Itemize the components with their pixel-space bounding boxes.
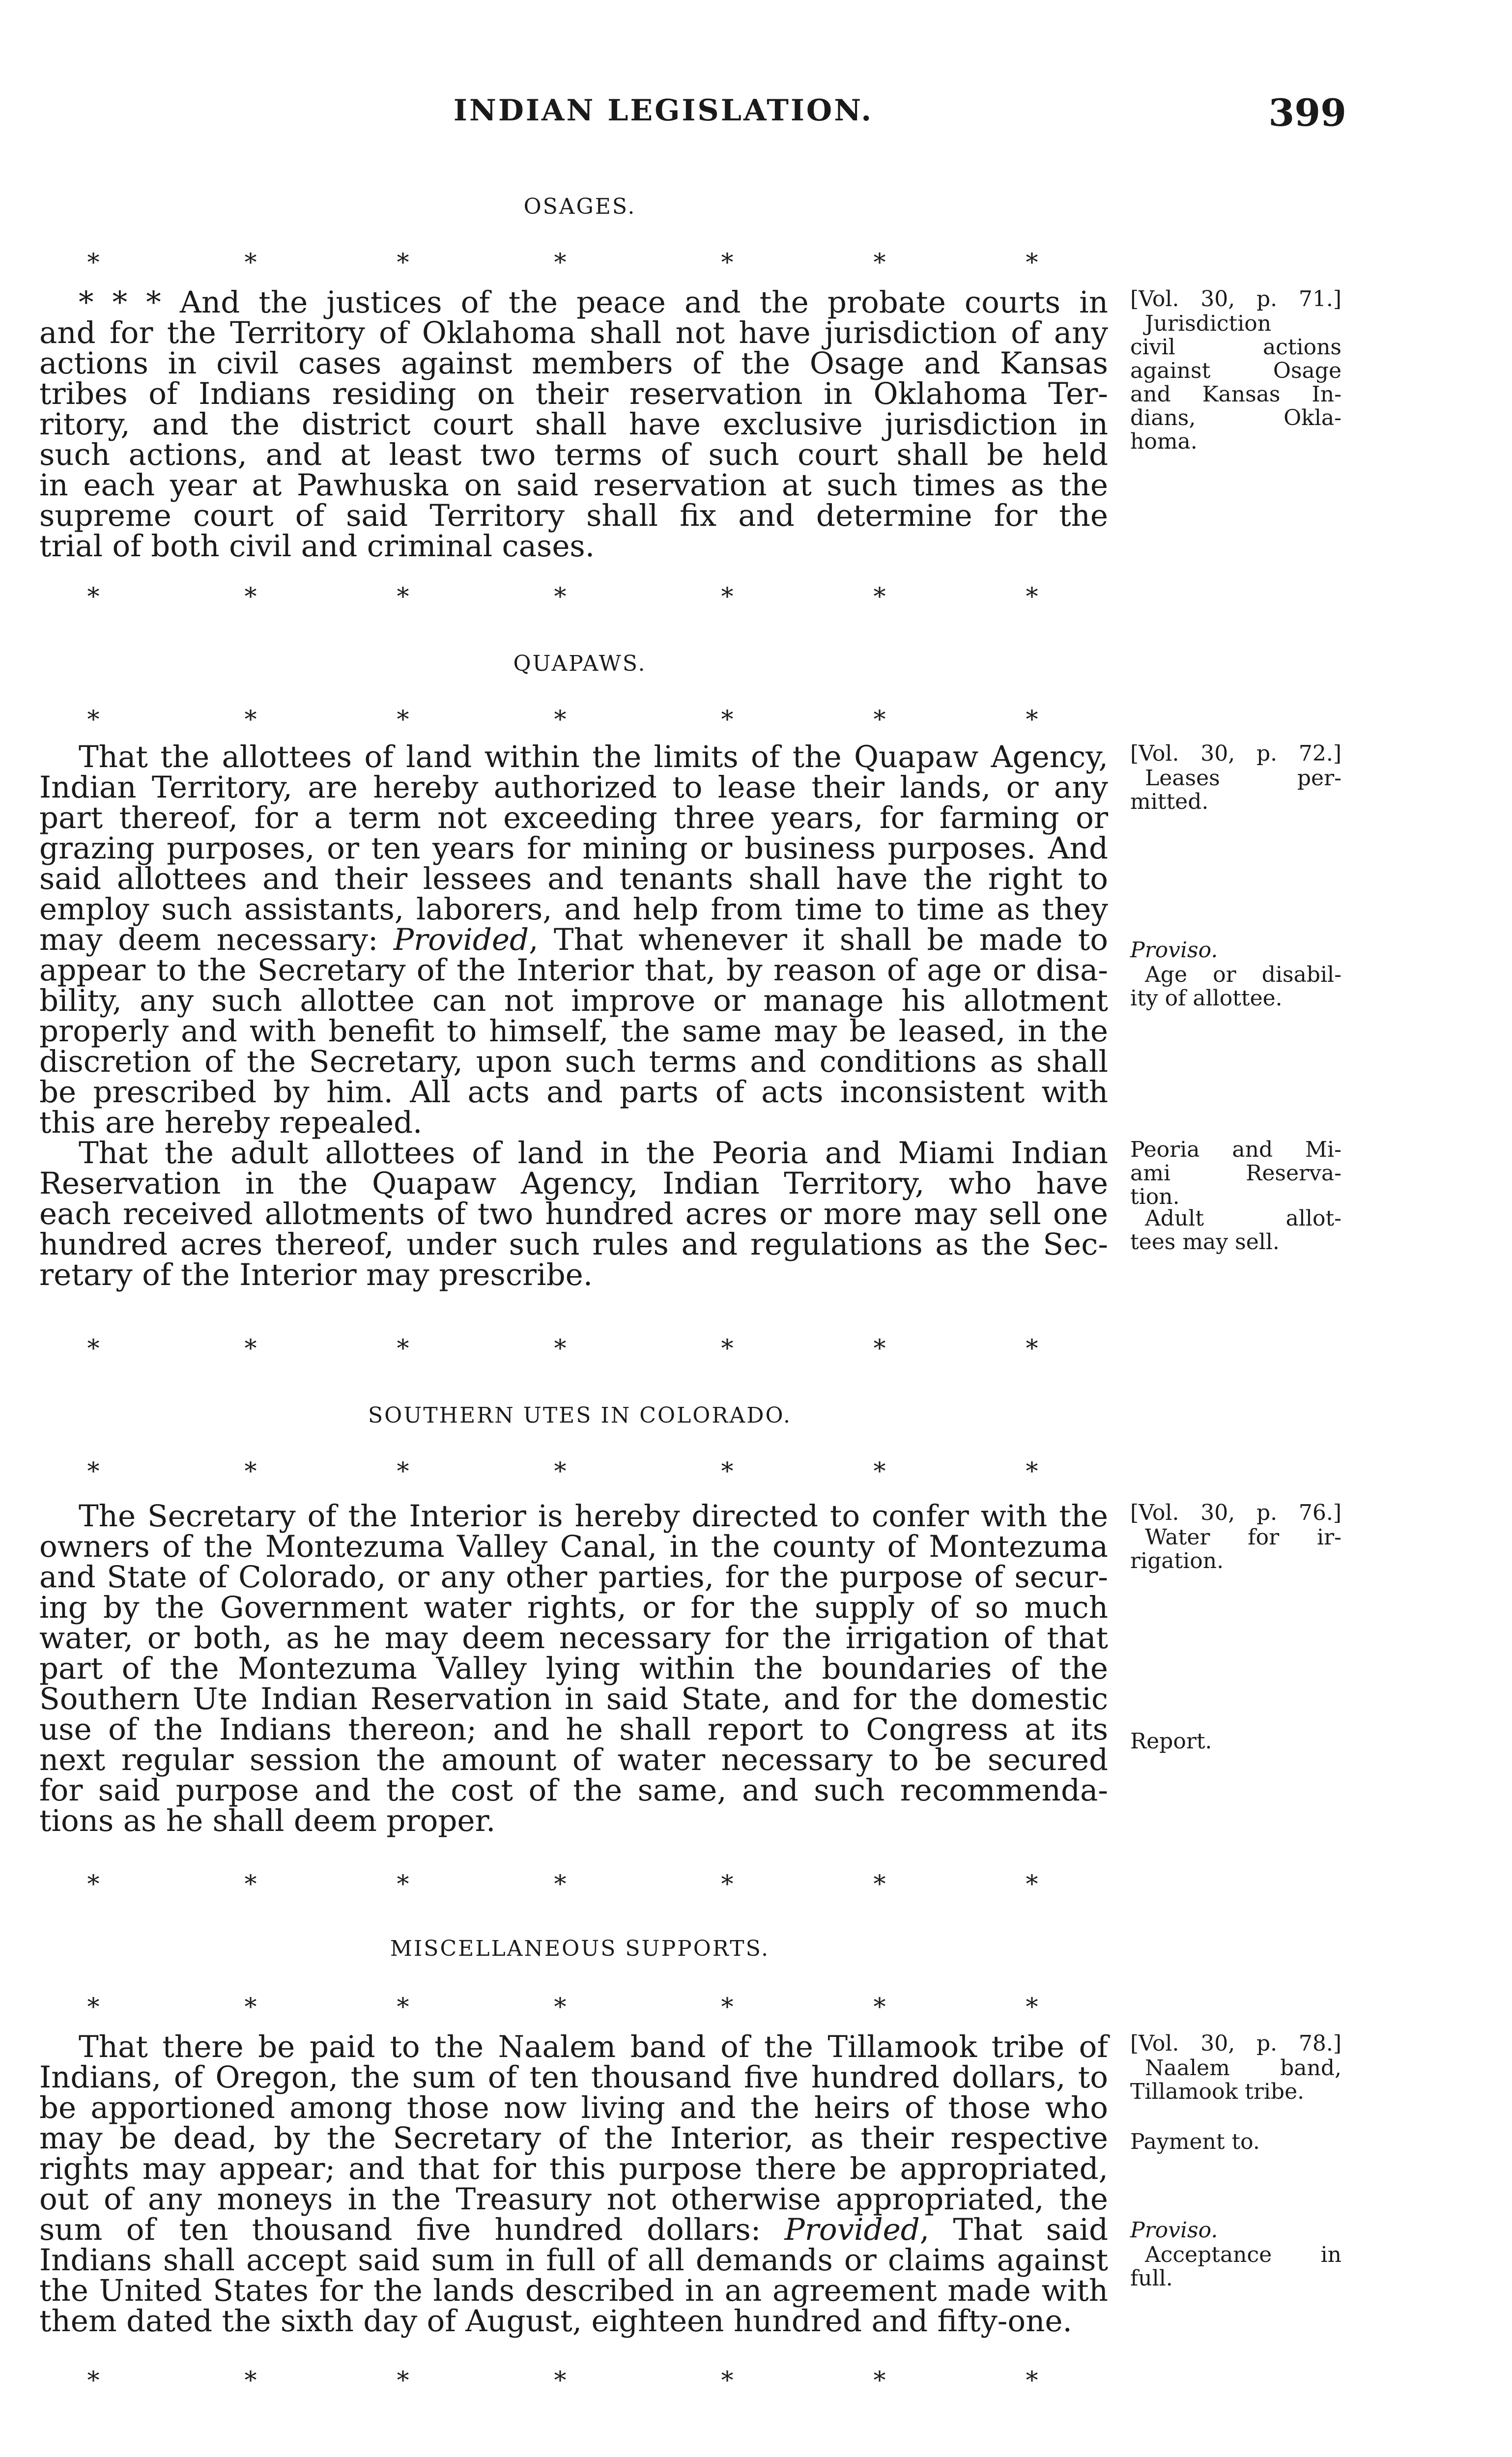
margin-line: Acceptance in: [1145, 2242, 1341, 2267]
ellipsis-star: *: [1026, 582, 1038, 611]
text-line: employ such assistants, laborers, and help from time to time as they: [39, 892, 1108, 927]
ellipsis-star: *: [87, 705, 100, 734]
text-line: next regular session the amount of water necessary to be secured: [39, 1743, 1108, 1777]
margin-line: full.: [1130, 2266, 1173, 2291]
text-run: , That whenever it shall be made to: [529, 922, 1108, 957]
text-line: for said purpose and the cost of the same, and such recommenda-: [39, 1773, 1108, 1808]
ellipsis-star: *: [244, 1334, 257, 1363]
text-line: That the allottees of land within the limits of the Quapaw Agency,: [79, 740, 1108, 774]
ellipsis-star: *: [87, 248, 100, 277]
ellipsis-star: *: [397, 1993, 409, 2021]
text-line: [39, 2212, 1108, 2247]
ellipsis-stars: [87, 248, 1052, 278]
margin-line: mitted.: [1130, 789, 1209, 814]
margin-line: [Vol. 30, p. 78.]: [1130, 2031, 1341, 2056]
ellipsis-star: *: [873, 1334, 886, 1363]
ellipsis-star: *: [87, 1870, 100, 1898]
ellipsis-stars: [87, 2366, 1052, 2396]
ellipsis-star: *: [554, 1993, 567, 2021]
text-line: bility, any such allottee can not improve or manage his allotment: [39, 983, 1108, 1018]
margin-line: Leases per-: [1145, 766, 1341, 791]
text-line: use of the Indians thereon; and he shall report to Congress at its: [39, 1712, 1108, 1747]
ellipsis-star: *: [1026, 1334, 1038, 1363]
ellipsis-star: *: [1026, 248, 1038, 277]
ellipsis-star: *: [397, 2366, 409, 2395]
ellipsis-stars: [87, 1457, 1052, 1486]
text-line: Reservation in the Quapaw Agency, Indian Territory, who have: [39, 1166, 1108, 1201]
text-run: sum of ten thousand five hundred dollars:: [39, 2212, 785, 2247]
margin-line: tion.: [1130, 1184, 1180, 1209]
ellipsis-star: *: [554, 1334, 567, 1363]
text-line: part of the Montezuma Valley lying within the boundaries of the: [39, 1651, 1108, 1686]
ellipsis-star: *: [397, 1334, 409, 1363]
text-run: may deem necessary:: [39, 922, 394, 957]
ellipsis-star: *: [873, 2366, 886, 2395]
text-line: be prescribed by him. All acts and parts of acts inconsistent with: [39, 1075, 1108, 1110]
section-heading: QUAPAWS.: [513, 651, 647, 676]
text-line: retary of the Interior may prescribe.: [39, 1257, 593, 1292]
ellipsis-star: *: [873, 705, 886, 734]
text-line: discretion of the Secretary, upon such terms and conditions as shall: [39, 1044, 1108, 1079]
ellipsis-star: *: [87, 1457, 100, 1486]
ellipsis-star: *: [554, 2366, 567, 2395]
ellipsis-star: *: [244, 582, 257, 611]
ellipsis-stars: [87, 582, 1052, 612]
ellipsis-star: *: [397, 582, 409, 611]
ellipsis-star: *: [873, 1993, 886, 2021]
ellipsis-star: *: [244, 1870, 257, 1898]
text-line: [39, 922, 1108, 957]
text-line: them dated the sixth day of August, eighteen hundred and fifty-one.: [39, 2304, 1072, 2339]
text-line: and State of Colorado, or any other parties, for the purpose of secur-: [39, 1560, 1108, 1595]
ellipsis-star: *: [721, 705, 734, 734]
margin-line: ami Reserva-: [1130, 1161, 1341, 1186]
margin-line: [Vol. 30, p. 71.]: [1130, 286, 1341, 312]
text-line: each received allotments of two hundred acres or more may sell one: [39, 1197, 1108, 1231]
margin-line: rigation.: [1130, 1548, 1224, 1573]
text-line: That the adult allottees of land in the Peoria and Miami Indian: [79, 1136, 1108, 1171]
ellipsis-star: *: [244, 1457, 257, 1486]
text-line: part thereof, for a term not exceeding three years, for farming or: [39, 800, 1108, 835]
text-line: That there be paid to the Naalem band of the Tillamook tribe of: [79, 2029, 1108, 2064]
ellipsis-star: *: [244, 248, 257, 277]
text-line: The Secretary of the Interior is hereby directed to confer with the: [79, 1499, 1108, 1534]
ellipsis-star: *: [397, 1457, 409, 1486]
text-line: Indians shall accept said sum in full of all demands or claims against: [39, 2243, 1108, 2278]
text-line: in each year at Pawhuska on said reservation at such times as the: [39, 468, 1108, 503]
text-line: ing by the Government water rights, or for the supply of so much: [39, 1590, 1108, 1625]
ellipsis-star: *: [873, 1457, 886, 1486]
margin-line: Peoria and Mi-: [1130, 1137, 1341, 1162]
margin-line: against Osage: [1130, 358, 1341, 383]
ellipsis-star: *: [721, 248, 734, 277]
margin-line: Proviso.: [1130, 938, 1218, 963]
margin-line: and Kansas In-: [1130, 382, 1341, 407]
text-line: water, or both, as he may deem necessary for the irrigation of that: [39, 1621, 1108, 1656]
margin-line: civil actions: [1130, 335, 1341, 360]
margin-line: Report.: [1130, 1729, 1212, 1754]
ellipsis-star: *: [721, 1993, 734, 2021]
ellipsis-star: *: [554, 1457, 567, 1486]
ellipsis-stars: [87, 1870, 1052, 1899]
margin-line: dians, Okla-: [1130, 405, 1341, 430]
text-line: Southern Ute Indian Reservation in said State, and for the domestic: [39, 1682, 1108, 1716]
text-line: hundred acres thereof, under such rules and regulations as the Sec-: [39, 1227, 1108, 1262]
ellipsis-star: *: [873, 248, 886, 277]
ellipsis-star: *: [244, 1993, 257, 2021]
margin-line: [Vol. 30, p. 76.]: [1130, 1500, 1341, 1525]
proviso-italic: Provided: [393, 922, 529, 957]
ellipsis-star: *: [554, 1870, 567, 1898]
text-line: said allottees and their lessees and tenants shall have the right to: [39, 861, 1108, 896]
ellipsis-star: *: [554, 582, 567, 611]
text-line: actions in civil cases against members of the Osage and Kansas: [39, 346, 1108, 381]
text-line: ritory, and the district court shall have exclusive jurisdiction in: [39, 407, 1108, 442]
margin-line: Adult allot-: [1145, 1206, 1341, 1231]
text-line: tribes of Indians residing on their reservation in Oklahoma Ter-: [39, 376, 1108, 411]
ellipsis-star: *: [244, 2366, 257, 2395]
ellipsis-star: *: [721, 582, 734, 611]
text-line: Indians, of Oregon, the sum of ten thousand five hundred dollars, to: [39, 2060, 1108, 2095]
text-line: * * * And the justices of the peace and the probate courts in: [79, 285, 1108, 320]
text-line: the United States for the lands described in an agreement made with: [39, 2273, 1108, 2308]
ellipsis-star: *: [1026, 1870, 1038, 1898]
text-line: out of any moneys in the Treasury not otherwise appropriated, the: [39, 2182, 1108, 2217]
page-number: 399: [1268, 91, 1346, 135]
margin-line: homa.: [1130, 429, 1198, 454]
text-line: appear to the Secretary of the Interior that, by reason of age or disa-: [39, 953, 1108, 988]
text-line: owners of the Montezuma Valley Canal, in the county of Montezuma: [39, 1529, 1108, 1564]
text-line: may be dead, by the Secretary of the Interior, as their respective: [39, 2121, 1108, 2156]
ellipsis-star: *: [1026, 1993, 1038, 2021]
text-line: this are hereby repealed.: [39, 1105, 423, 1140]
ellipsis-star: *: [87, 2366, 100, 2395]
ellipsis-star: *: [554, 248, 567, 277]
margin-line: Naalem band,: [1145, 2056, 1341, 2081]
ellipsis-stars: [87, 705, 1052, 735]
running-title: INDIAN LEGISLATION.: [453, 93, 874, 128]
margin-line: [Vol. 30, p. 72.]: [1130, 741, 1341, 766]
margin-line: Payment to.: [1130, 2129, 1260, 2154]
ellipsis-star: *: [1026, 705, 1038, 734]
text-line: be apportioned among those now living and the heirs of those who: [39, 2090, 1108, 2125]
margin-line: Water for ir-: [1145, 1525, 1341, 1550]
ellipsis-star: *: [721, 1870, 734, 1898]
ellipsis-star: *: [397, 1870, 409, 1898]
margin-line: Proviso.: [1130, 2218, 1218, 2243]
ellipsis-star: *: [873, 1870, 886, 1898]
text-line: grazing purposes, or ten years for mining or business purposes. And: [39, 831, 1108, 866]
text-line: trial of both civil and criminal cases.: [39, 529, 595, 564]
section-heading: MISCELLANEOUS SUPPORTS.: [390, 1936, 770, 1961]
text-line: tions as he shall deem proper.: [39, 1803, 496, 1838]
ellipsis-star: *: [1026, 2366, 1038, 2395]
text-run: , That said: [919, 2212, 1108, 2247]
text-line: Indian Territory, are hereby authorized to lease their lands, or any: [39, 770, 1108, 805]
text-line: and for the Territory of Oklahoma shall not have jurisdiction of any: [39, 315, 1108, 350]
text-line: properly and with benefit to himself, the same may be leased, in the: [39, 1014, 1108, 1049]
text-line: rights may appear; and that for this purpose there be appropriated,: [39, 2151, 1108, 2186]
ellipsis-star: *: [873, 582, 886, 611]
section-heading: OSAGES.: [523, 194, 636, 219]
ellipsis-star: *: [87, 1993, 100, 2021]
ellipsis-stars: [87, 1993, 1052, 2022]
ellipsis-star: *: [721, 1457, 734, 1486]
ellipsis-star: *: [397, 248, 409, 277]
text-line: supreme court of said Territory shall fix and determine for the: [39, 498, 1108, 533]
ellipsis-star: *: [87, 582, 100, 611]
margin-line: Age or disabil-: [1145, 962, 1341, 987]
section-heading: SOUTHERN UTES IN COLORADO.: [368, 1403, 792, 1428]
margin-line: Jurisdiction: [1145, 311, 1272, 336]
ellipsis-star: *: [554, 705, 567, 734]
ellipsis-star: *: [1026, 1457, 1038, 1486]
text-line: such actions, and at least two terms of such court shall be held: [39, 437, 1108, 472]
ellipsis-stars: [87, 1334, 1052, 1364]
ellipsis-star: *: [87, 1334, 100, 1363]
margin-line: tees may sell.: [1130, 1229, 1280, 1255]
proviso-italic: Provided: [784, 2212, 920, 2247]
ellipsis-star: *: [721, 2366, 734, 2395]
ellipsis-star: *: [397, 705, 409, 734]
margin-line: ity of allottee.: [1130, 986, 1283, 1011]
margin-line: Tillamook tribe.: [1130, 2079, 1305, 2104]
ellipsis-star: *: [244, 705, 257, 734]
ellipsis-star: *: [721, 1334, 734, 1363]
